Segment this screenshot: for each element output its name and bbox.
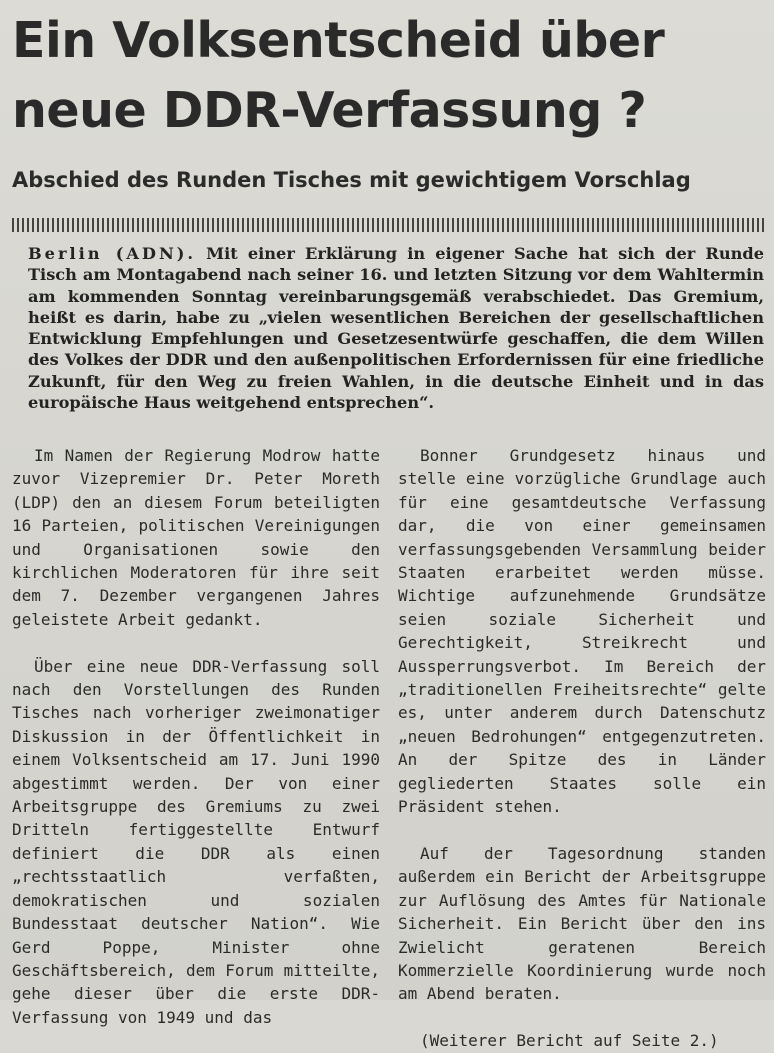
right-paragraph-2: Auf der Tagesordnung standen außerdem ein Bericht der Arbeitsgruppe zur Auflösung des Amtes für Nationale Sicherheit. Ein Bericht über den ins Zwielicht geratenen Bereich Kommerzielle Koordinierung wurde noch am Abend beraten.: [398, 843, 766, 1004]
separator-rule: [12, 218, 764, 232]
subheadline: Abschied des Runden Tisches mit gewichtigem Vorschlag: [12, 168, 691, 192]
headline-line-1: Ein Volksentscheid über: [12, 12, 665, 69]
right-paragraph-1: Bonner Grundgesetz hinaus und stelle eine vorzügliche Grundlage auch für eine gesamtdeutsche Verfassung dar, die von einer gemeinsamen verfassungsgebenden Versammlung beider Staaten erarbeitet werden müsse. Wichtige aufzunehmende Grundsätze seien soziale Sicherheit und Gerechtigkeit, Streikrecht und Aussperrungsverbot. Im Bereich der „traditionellen Freiheitsrechte“ gelte es, unter anderem durch Datenschutz „neuen Bedrohungen“ entgegenzutreten. An der Spitze des in Länder gegliederten Staates solle ein Präsident stehen.: [398, 446, 766, 817]
continuation-note: (Weiterer Bericht auf Seite 2.): [420, 1031, 719, 1051]
lead-paragraph: [28, 243, 764, 413]
dateline: Berlin (ADN).: [28, 244, 197, 263]
headline-line-2: neue DDR-Verfassung ?: [12, 82, 647, 139]
right-column: [398, 444, 766, 1053]
headline: [12, 6, 762, 146]
left-paragraph-2: Über eine neue DDR-Verfassung soll nach den Vorstellungen des Runden Tisches nach vorheriger zweimonatiger Diskussion in der Öffentlichkeit in einem Volksentscheid am 17. Juni 1990 abgestimmt werden. Der von einer Arbeitsgruppe des Gremiums zu zwei Dritteln fertiggestellte Entwurf definiert die DDR als einen „rechtsstaatlich verfaßten, demokratischen und sozialen Bundesstaat deutscher Nation“. Wie Gerd Poppe, Minister ohne Geschäftsbereich, dem Forum mitteilte, gehe dieser über die erste DDR-Verfassung von 1949 und das: [12, 656, 380, 1027]
left-paragraph-1: Im Namen der Regierung Modrow hatte zuvor Vizepremier Dr. Peter Moreth (LDP) den an diesem Forum beteiligten 16 Parteien, politischen Vereinigungen und Organisationen sowie den kirchlichen Moderatoren für ihre seit dem 7. Dezember vergangenen Jahres geleistete Arbeit gedankt.: [12, 446, 380, 629]
lead-text: Mit einer Erklärung in eigener Sache hat sich der Runde Tisch am Montagabend nach seiner 16. und letzten Sitzung vor dem Wahltermin am kommenden Sonntag vereinbarungsgemäß verabschiedet. Das Gremium, heißt es darin, habe zu „vielen wesentlichen Bereichen der gesellschaftlichen Entwicklung Empfehlungen und Gesetzesentwürfe geschaffen, die dem Willen des Volkes der DDR und den außenpolitischen Erfordernissen für eine friedliche Zukunft, für den Weg zu freien Wahlen, in die deutsche Einheit und in das europäische Haus weitgehend entsprechen“.: [28, 244, 764, 413]
left-column: [12, 444, 380, 1029]
